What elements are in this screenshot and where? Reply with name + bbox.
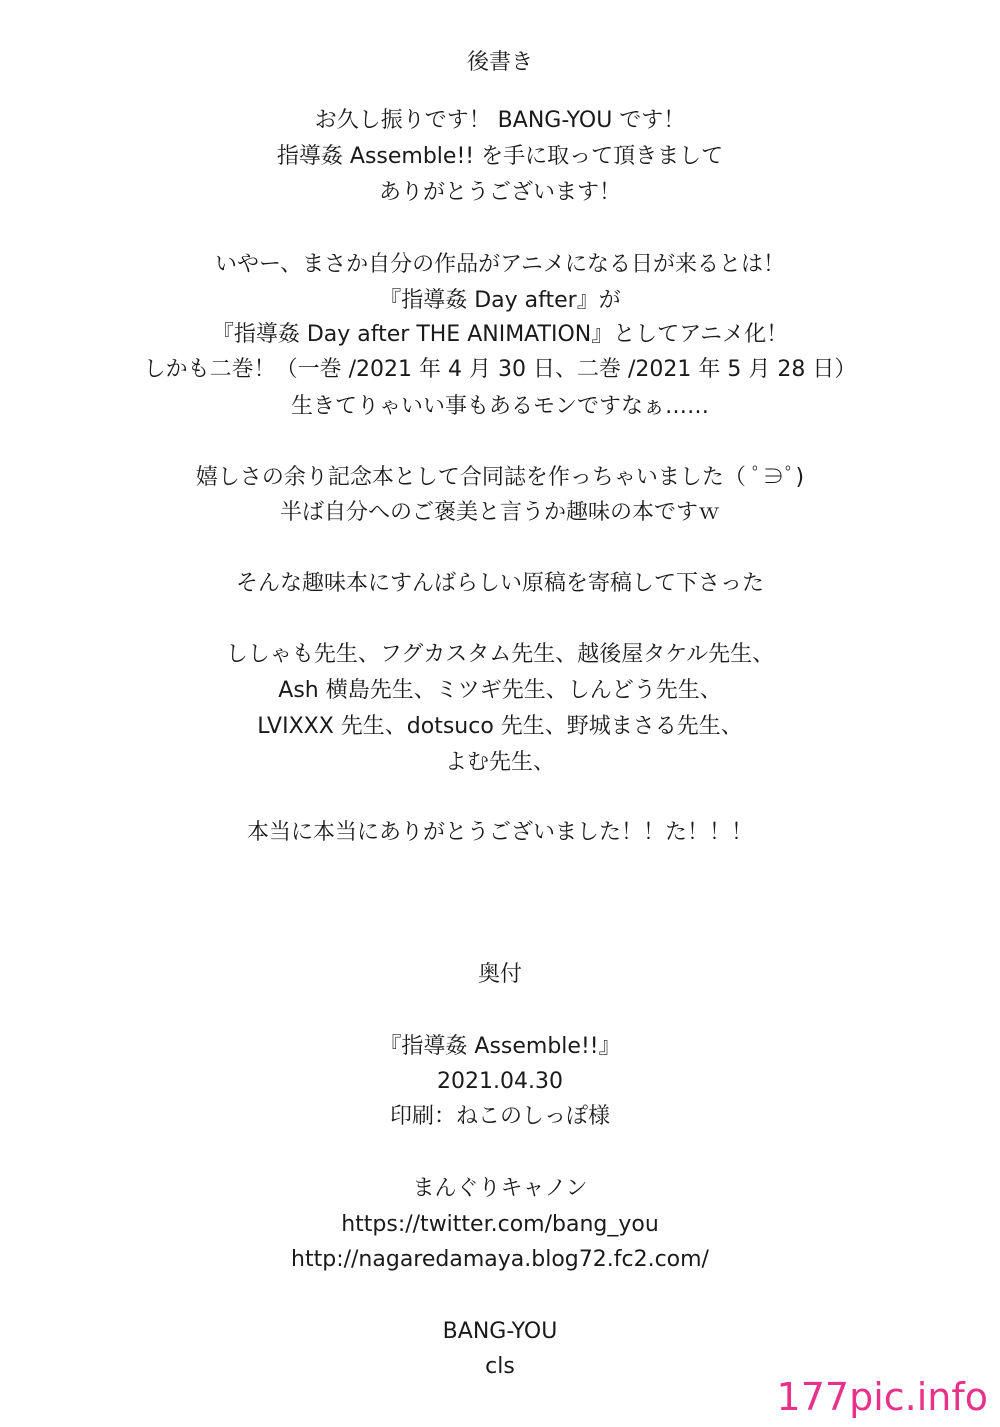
colophon-circle: まんぐりキャノン [412,1176,588,1201]
colophon-printer: 印刷：ねこのしっぽ様 [389,1104,610,1129]
afterword-line: 『指導姦 Day after』が [379,288,621,313]
afterword-line: ありがとうございます！ [378,180,621,205]
afterword-line: 生きてりゃいい事もあるモンですなぁ…… [290,394,709,419]
afterword-heading: 後書き [466,50,533,75]
afterword-line: しかも二巻！（一巻 /2021 年 4 月 30 日、二巻 /2021 年 5 月 28 日） [143,357,857,382]
colophon-blog-link: http://nagaredamaya.blog72.fc2.com/ [291,1247,709,1272]
afterword-line: 半ば自分へのご褒美と言うか趣味の本ですｗ [279,500,720,525]
colophon-date: 2021.04.30 [437,1069,563,1094]
colophon-title: 『指導姦 Assemble!!』 [379,1034,621,1059]
afterword-line: そんな趣味本にすんばらしい原稿を寄稿して下さった [235,571,764,596]
afterword-line: 『指導姦 Day after THE ANIMATION』としてアニメ化！ [211,322,789,347]
colophon-credit: cls [485,1354,515,1379]
colophon-author: BANG-YOU [442,1319,558,1344]
afterword-line: よむ先生、 [444,750,555,775]
afterword-line: LVIXXX 先生、dotsuco 先生、野城まさる先生、 [257,714,743,739]
colophon-twitter-link: https://twitter.com/bang_you [341,1212,659,1237]
watermark-text: 177pic.info [776,1375,988,1419]
afterword-line: 本当に本当にありがとうございました！！た！！！ [246,820,753,845]
afterword-line: Ash 横島先生、ミツギ先生、しんどう先生、 [278,678,722,703]
colophon-heading: 奥付 [477,962,522,987]
afterword-line: ししゃも先生、フグカスタム先生、越後屋タケル先生、 [225,642,775,667]
afterword-line: いやー、まさか自分の作品がアニメになる日が来るとは！ [214,252,786,277]
afterword-line: 嬉しさの余り記念本として合同誌を作っちゃいました（ ﾟ∋ﾟ) [195,465,805,490]
afterword-line: お久し振りです！ BANG-YOU です！ [314,108,686,133]
afterword-line: 指導姦 Assemble!! を手に取って頂きまして [276,144,724,169]
